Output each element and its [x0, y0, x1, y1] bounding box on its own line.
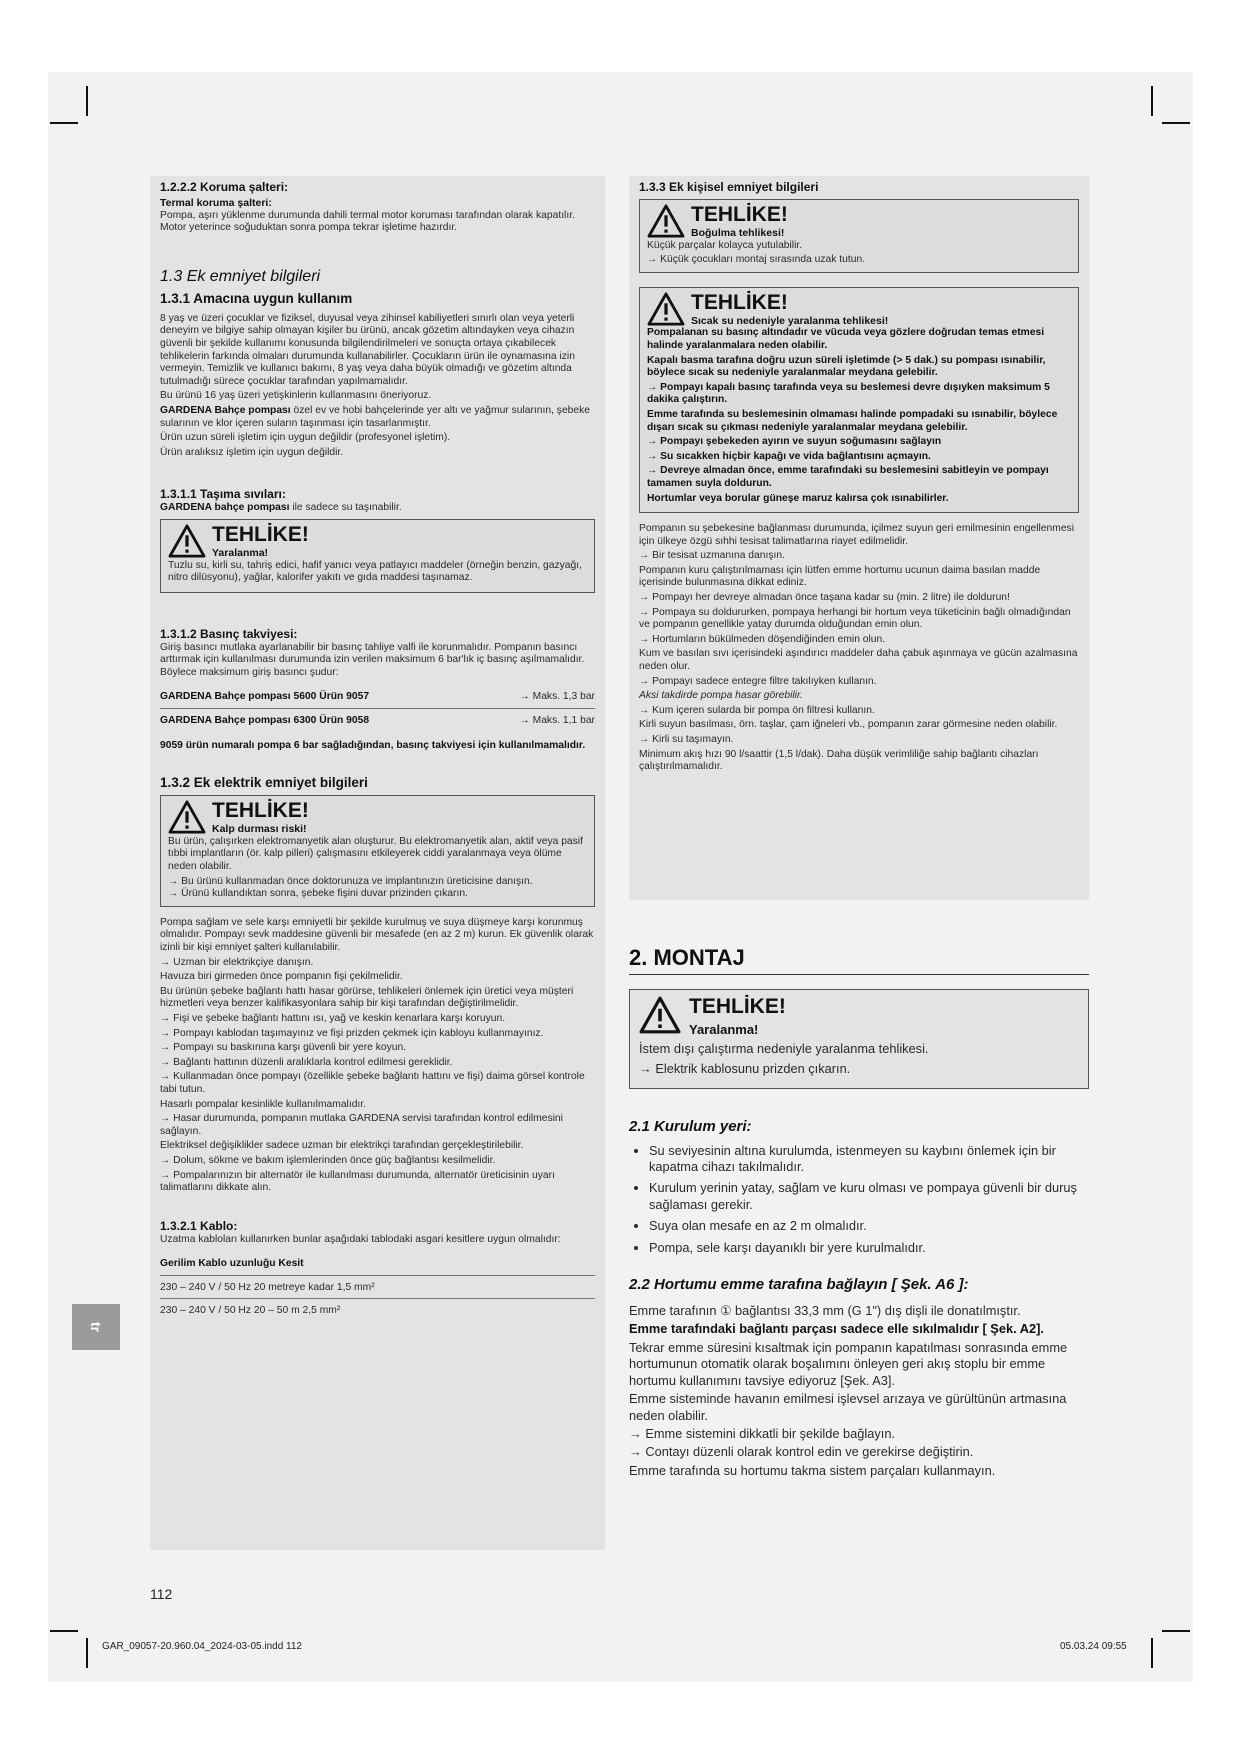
paragraph: Emme tarafının ① bağlantısı 33,3 mm (G 1") dış dişli ile donatılmıştır.: [629, 1303, 1021, 1319]
section-title: 1.2.2.2 Koruma şalteri:: [160, 180, 289, 194]
page-number: 112: [150, 1586, 173, 1602]
warning-triangle-icon: [639, 996, 681, 1034]
crop-mark: [86, 86, 88, 116]
danger-box: [639, 199, 1079, 273]
paragraph: Havuza biri girmeden önce pompanın fişi çekilmelidir.: [160, 971, 403, 983]
instruction: → Kullanmadan önce pompayı (özellikle şebeke bağlantı hattını ve fişi) daima görsel kontrole tabi tutun.: [160, 1071, 585, 1095]
danger-subtitle: Boğulma tehlikesi!: [691, 227, 785, 239]
paragraph: Pompanın kuru çalıştırılmaması için lütfen emme hortumu ucunun daima basılan madde içerisinde bulunmasına dikkat ediniz.: [639, 564, 1041, 589]
paragraph: Giriş basıncı mutlaka ayarlanabilir bir basınç tahliye valfi ile korunmalıdır. Pompanın basıncı arttırmak için kullanılması durumunda izin verilen maksimum 6 bar'lık iç basınç aşılmamalıdır. Böylece maksimum giriş basıncı şudur:: [160, 641, 585, 678]
danger-box: [160, 795, 595, 907]
list-item: • Su seviyesinin altına kurulumda, istenmeyen su kaybını önlemek için bir kapatma cihazı takılmalıdır.: [649, 1143, 1089, 1176]
table-row: [160, 1299, 595, 1322]
section-heading: 1.3.2 Ek elektrik emniyet bilgileri: [160, 775, 368, 791]
paragraph: Pompa sağlam ve sele karşı emniyetli bir şekilde kurulmuş ve suya düşmeye karşı korunmuş olmalıdır. Pompayı sevk maddesine güvenli bir mesafede (en az 2 m) kurun. Ek güvenlik olarak izinli bir kişi emniyet şalteri kullanılabilir.: [160, 916, 594, 953]
pressure-table: [160, 685, 595, 731]
table-header-cell: Gerilim Kablo uzunluğu Kesit: [160, 1258, 304, 1270]
instruction: → Hortumların bükülmeden döşendiğinden emin olun.: [639, 633, 886, 645]
right-column-top: [629, 176, 1089, 900]
section-heading: 2.2 Hortumu emme tarafına bağlayın [ Şek. A6 ]:: [629, 1276, 969, 1294]
bullet-list: [629, 1143, 1089, 1256]
warning-triangle-icon: [647, 204, 685, 238]
danger-box: [629, 989, 1089, 1088]
section-title: 1.3.2.1 Kablo:: [160, 1218, 238, 1233]
chapter-title: 2. MONTAJ: [629, 950, 1089, 975]
list-item: • Pompa, sele karşı dayanıklı bir yere kurulmalıdır.: [649, 1240, 1089, 1256]
instruction: → Pompayı kablodan taşımayınız ve fişi prizden çekmek için kabloyu kullanmayınız.: [160, 1027, 544, 1039]
brand-name: GARDENA Bahçe pompası: [160, 404, 291, 416]
instruction: → Contayı düzenli olarak kontrol edin ve gerekirse değiştirin.: [629, 1444, 974, 1460]
paragraph: Pompanın su şebekesine bağlanması durumunda, içilmez suyun geri emilmesinin engellenmesi için ülkeye özgü sıhhi tesisat talimatlarına riayet edilmelidir.: [639, 523, 1074, 547]
danger-subtitle: Yaralanma!: [212, 546, 269, 559]
crop-mark: [1151, 86, 1153, 116]
table-row: [160, 1275, 595, 1299]
crop-mark: [50, 1630, 78, 1632]
table-cell: 230 – 240 V / 50 Hz 20 metreye kadar 1,5 mm²: [160, 1275, 595, 1299]
crop-mark: [86, 1638, 88, 1668]
paragraph-bold: Emme tarafındaki bağlantı parçası sadece elle sıkılmalıdır [ Şek. A2].: [629, 1321, 1044, 1337]
paragraph-bold: 9059 ürün numaralı pompa 6 bar sağladığından, basınç takviyesi için kullanılmamalıdır.: [160, 739, 586, 751]
instruction: → Elektrik kablosunu prizden çıkarın.: [639, 1061, 851, 1077]
instruction: → Hasar durumunda, pompanın mutlaka GARDENA servisi tarafından kontrol edilmesini sağlayın.: [160, 1113, 563, 1137]
crop-mark: [1162, 122, 1190, 124]
danger-text: Pompalanan su basınç altındadır ve vücuda veya gözlere doğrudan temas etmesi halinde yaralanmalara neden olabilir.: [647, 327, 1045, 351]
instruction: → Su sıcakken hiçbir kapağı ve vida bağlantısını açmayın.: [647, 450, 931, 462]
table-header: [160, 1252, 595, 1275]
crop-mark: [1151, 1638, 1153, 1668]
crop-mark: [50, 122, 78, 124]
instruction: → Bağlantı hattının düzenli aralıklarla kontrol edilmesi gereklidir.: [160, 1056, 453, 1068]
instruction: → Pompalarınızın bir alternatör ile kullanılması durumunda, alternatör üreticisinin uyarı talimatlarını dikkate alın.: [160, 1169, 555, 1194]
paragraph: Ürün uzun süreli işletim için uygun değildir (profesyonel işletim).: [160, 432, 451, 444]
brand-name: GARDENA bahçe pompası: [160, 502, 290, 514]
instruction: → Pompayı sadece entegre filtre takılıyken kullanın.: [639, 675, 877, 687]
footer-date: 05.03.24 09:55: [1060, 1641, 1127, 1652]
pump-name: GARDENA Bahçe pompası 5600 Ürün 9057: [160, 691, 370, 703]
table-row: [160, 685, 595, 708]
danger-text: Küçük parçalar kolayca yutulabilir.: [647, 239, 803, 251]
paragraph: Bu ürünü 16 yaş üzeri yetişkinlerin kullanmasını öneriyoruz.: [160, 390, 432, 402]
instruction: → Bu ürünü kullanmadan önce doktorunuza ve implantınızın üreticisine danışın.: [168, 875, 533, 887]
crop-mark: [1162, 1630, 1190, 1632]
warning-triangle-icon: [168, 800, 206, 834]
paragraph: Aksi takdirde pompa hasar görebilir.: [639, 690, 803, 702]
paragraph: Emme sisteminde havanın emilmesi işlevsel arızaya ve gürültünün artmasına neden olabilir.: [629, 1391, 1067, 1423]
danger-text: Tuzlu su, kirli su, tahriş edici, hafif yanıcı veya patlayıcı maddeler (örneğin benzin, gazyağı, nitro dilüsyonu), yağlar, kalorifer yakıtı ve gıda maddesi taşınamaz.: [168, 559, 582, 584]
language-code: tr: [88, 1321, 104, 1333]
right-column-bottom: [629, 945, 1089, 1481]
danger-subtitle: Kalp durması riski!: [212, 823, 307, 836]
footer-file-name: GAR_09057-20.960.04_2024-03-05.indd 112: [102, 1641, 302, 1652]
list-item: • Kurulum yerinin yatay, sağlam ve kuru olması ve pompaya güvenli bir duruş sağlaması gerekir.: [649, 1180, 1089, 1213]
instruction: → Ürünü kullandıktan sonra, şebeke fişini duvar prizinden çıkarın.: [168, 888, 468, 900]
danger-title: TEHLİKE!: [691, 203, 788, 226]
instruction: → Fişi ve şebeke bağlantı hattını ısı, yağ ve keskin kenarlara karşı koruyun.: [160, 1012, 506, 1024]
danger-title: TEHLİKE!: [212, 799, 309, 823]
instruction: → Emme sistemini dikkatli bir şekilde bağlayın.: [629, 1425, 895, 1441]
instruction: → Pompayı su baskınına karşı güvenli bir yere koyun.: [160, 1042, 407, 1054]
paragraph: Bu ürünün şebeke bağlantı hattı hasar görürse, tehlikeleri önlemek için üretici veya müşteri hizmetleri veya benzer kalifikasyonlara sahip bir kişi tarafından değiştirilmelidir.: [160, 985, 574, 1010]
instruction: → Dolum, sökme ve bakım işlemlerinden önce güç bağlantısı kesilmelidir.: [160, 1154, 496, 1166]
pump-value: → Maks. 1,1 bar: [480, 709, 595, 732]
pump-name: GARDENA Bahçe pompası 6300 Ürün 9058: [160, 709, 480, 732]
danger-box: [160, 519, 595, 593]
danger-title: TEHLİKE!: [689, 995, 786, 1019]
instruction: → Küçük çocukları montaj sırasında uzak tutun.: [647, 254, 866, 266]
language-tab: [72, 1304, 120, 1350]
danger-subtitle: Sıcak su nedeniyle yaralanma tehlikesi!: [691, 314, 889, 327]
table-row: [160, 709, 595, 732]
paragraph: Kirli suyun basılması, örn. taşlar, çam iğneleri vb., pompanın zarar görmesine neden olabilir.: [639, 719, 1058, 731]
paragraph-text: ile sadece su taşınabilir.: [289, 502, 402, 514]
table-cell: 230 – 240 V / 50 Hz 20 – 50 m 2,5 mm²: [160, 1299, 595, 1322]
subsection-title: Termal koruma şalteri:: [160, 197, 272, 209]
instruction: → Pompaya su doldururken, pompaya herhangi bir hortum veya tüketicinin bağlı olmadığından ve pompanın genellikle yatay durumda olduğundan emin olun.: [639, 606, 1071, 631]
list-item: • Suya olan mesafe en az 2 m olmalıdır.: [649, 1218, 1089, 1234]
section-heading: 2.1 Kurulum yeri:: [629, 1117, 752, 1135]
paragraph: Elektriksel değişiklikler sadece uzman bir elektrikçi tarafından gerçekleştirilebilir.: [160, 1140, 524, 1152]
danger-box: [639, 287, 1079, 513]
danger-subtitle: Yaralanma!: [689, 1022, 759, 1038]
section-heading: 1.3 Ek emniyet bilgileri: [160, 267, 321, 285]
danger-text: Bu ürün, çalışırken elektromanyetik alan oluşturur. Bu elektromanyetik alan, aktif veya pasif tıbbi implantların (ör. kalp pilleri) çalışmasını etkileyerek ciddi yaralanmaya veya ölüme neden olabilir.: [168, 835, 583, 873]
section-title: 1.3.1.1 Taşıma sıvıları:: [160, 487, 286, 502]
paragraph: Uzatma kabloları kullanırken bunlar aşağıdaki tablodaki asgari kesitlere uygun olmalıdır:: [160, 1233, 561, 1245]
paragraph: 8 yaş ve üzeri çocuklar ve fiziksel, duyusal veya zihinsel kabiliyetleri sınırlı olan veya yeterli deneyim ve bilgiye sahip olmayan kişiler bu ürünü, ancak gözetim altındayken veya cihazın güvenli bir şekilde kullanımı konusunda bilgilendirilmeleri ve sonuçta ortaya çıkabilecek tehlikelerin farkında olmaları durumunda kullanabilirler. Çocukların ürün ile oynamasına izin vermeyin. Temizlik ve kullanıcı bakımı, 8 yaş veya daha büyük olmadığı ve gözetim altında tutulmadığı sürece çocuklar tarafından yapılmamalıdır.: [160, 312, 575, 387]
danger-text: Kapalı basma tarafına doğru uzun süreli işletimde (> 5 dak.) su pompası ısınabilir, böylece sıcak su nedeniyle yaralanmalar meydana gelebilir.: [647, 354, 1046, 379]
section-title: 1.3.1.2 Basınç takviyesi:: [160, 626, 298, 641]
danger-text: Hortumlar veya borular güneşe maruz kalırsa çok ısınabilirler.: [647, 492, 949, 504]
section-heading: 1.3.1 Amacına uygun kullanım: [160, 290, 353, 306]
instruction: → Uzman bir elektrikçiye danışın.: [160, 956, 314, 968]
pump-value: → Maks. 1,3 bar: [519, 691, 595, 703]
instruction: → Pompayı kapalı basınç tarafında veya su beslemesi devre dışıyken maksimum 5 dakika çalıştırın.: [647, 381, 1050, 406]
instruction: → Pompayı her devreye almadan önce taşana kadar su (min. 2 litre) ile doldurun!: [639, 592, 1010, 604]
paragraph: Minimum akış hızı 90 l/saattir (1,5 l/dak). Daha düşük verimliliğe sahip bağlantı cihazları çalıştırılmamalıdır.: [639, 748, 1039, 773]
section-title: 1.3.3 Ek kişisel emniyet bilgileri: [639, 180, 819, 194]
danger-title: TEHLİKE!: [212, 522, 309, 546]
left-column: [150, 176, 605, 1550]
warning-triangle-icon: [168, 524, 206, 558]
paragraph: [160, 405, 595, 430]
danger-title: TEHLİKE!: [691, 290, 788, 314]
instruction: → Kum içeren sularda bir pompa ön filtresi kullanın.: [639, 704, 875, 716]
paragraph: Emme tarafında su hortumu takma sistem parçaları kullanmayın.: [629, 1462, 996, 1478]
paragraph: Ürün aralıksız işletim için uygun değildir.: [160, 446, 344, 458]
instruction: → Devreye almadan önce, emme tarafındaki su beslemesini sabitleyin ve pompayı tamamen suyla doldurun.: [647, 465, 1049, 489]
danger-text: İstem dışı çalıştırma nedeniyle yaralanma tehlikesi.: [639, 1040, 929, 1056]
paragraph: Hasarlı pompalar kesinlikle kullanılmamalıdır.: [160, 1098, 367, 1110]
paragraph: [160, 502, 595, 515]
paragraph: Kum ve basılan sıvı içerisindeki aşındırıcı maddeler daha çabuk aşınmaya ve gücün azalmasına neden olur.: [639, 648, 1078, 673]
paragraph: Pompa, aşırı yüklenme durumunda dahili termal motor koruması tarafından olarak kapatılır. Motor yeterince soğuduktan sonra pompa tekrar işletime hazırdır.: [160, 209, 575, 234]
paragraph: Tekrar emme süresini kısaltmak için pompanın kapatılması sonrasında emme hortumunun otomatik olarak boşalımını önleyen geri akış stoplu bir emme hortumu kullanımını tavsiye ediyoruz [Şek. A3].: [629, 1339, 1068, 1388]
cable-table: [160, 1252, 595, 1322]
paragraph-text: özel ev ve hobi bahçelerinde yer altı ve yağmur sularının, şebeke sularının ve klor içeren suların taşınması için tasarlanmıştır.: [160, 404, 591, 429]
instruction: → Kirli su taşımayın.: [639, 734, 734, 745]
instruction: → Pompayı şebekeden ayırın ve suyun soğumasını sağlayın: [647, 436, 942, 448]
warning-triangle-icon: [647, 292, 685, 326]
instruction: → Bir tesisat uzmanına danışın.: [639, 550, 785, 562]
danger-text: Emme tarafında su beslemesinin olmaması halinde pompadaki su ısınabilir, böylece dışarı sıcak su çıkması nedeniyle yaralanmalar meydana gelebilir.: [647, 408, 1058, 433]
